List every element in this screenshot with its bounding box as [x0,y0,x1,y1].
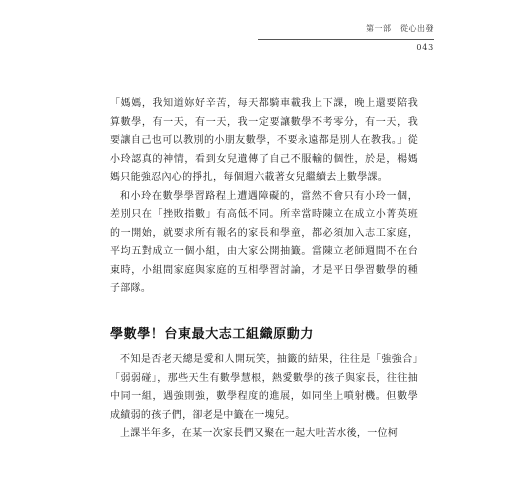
paragraph: 和小玲在數學學習路程上遭遇障礙的，當然不會只有小玲一個，差別只在「挫敗指數」有高低不同。所幸當時陳立在成立小菁英班的一開始，就要求所有報名的家長和學童，都必須加入志工家庭，平均五對成立一個小組，由大家公開抽籤。當陳立老師週間不在台東時，小組間家庭與家庭的互相學習討論，才是平日學習數學的種子部隊。 [110,190,418,294]
chapter-title: 第一部 從心出發 [366,24,434,33]
body-text-lower [110,351,418,444]
paragraph: 不知是否老天總是愛和人開玩笑，抽籤的結果，往往是「強強合」「弱弱碰」，那些天生有數學慧根，熱愛數學的孩子與家長，往往抽中同一組，遇強則強，數學程度的進展，如同坐上噴射機。但數學成績弱的孩子們，卻老是中籤在一塊兒。 [110,354,418,421]
paragraph: 上課半年多，在某一次家長們又聚在一起大吐苦水後，一位柯 [120,428,399,439]
running-header [258,22,434,52]
body-text-upper [110,95,418,299]
paragraph: 「媽媽，我知道妳好辛苦，每天都騎車載我上下課，晚上還要陪我算數學，有一天，有一天，我一定要讓數學不考零分，有一天，我要讓自己也可以教別的小朋友數學，不要永遠都是別人在教我。」從小玲認真的神情，看到女兒遺傳了自己不服輸的個性，於是，楊媽媽只能強忍內心的掙扎，每個週六載著女兒繼續去上數學課。 [110,98,418,183]
section-heading: 學數學！台東最大志工組織原動力 [110,327,315,342]
page-number: 043 [416,43,434,52]
header-rule [258,39,434,40]
